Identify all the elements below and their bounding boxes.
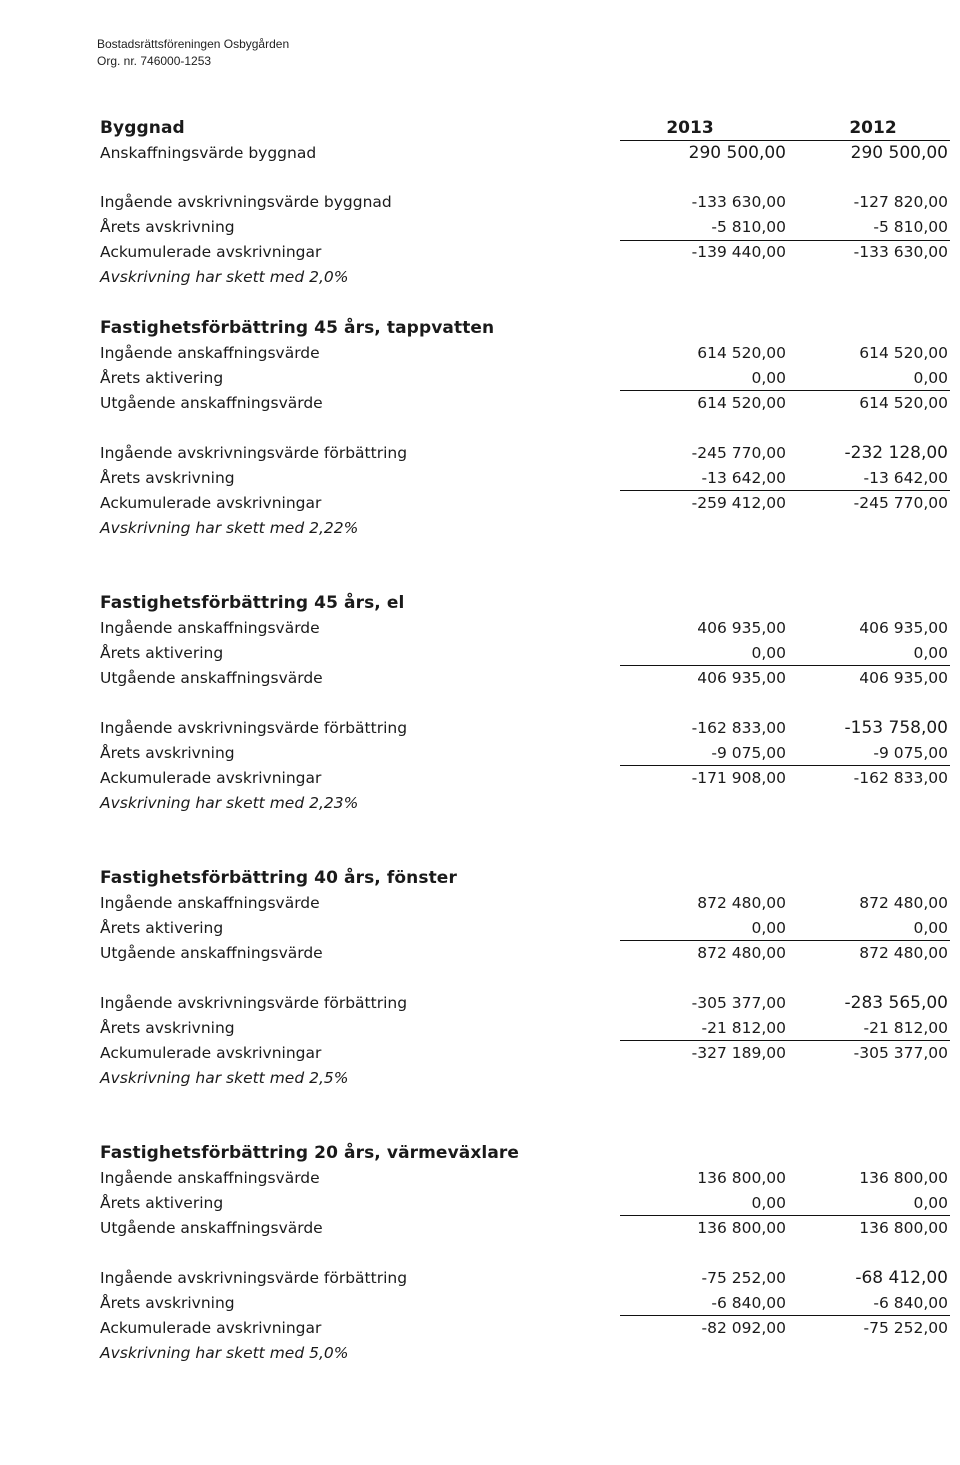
table-row — [0, 916, 960, 941]
value-2012: -5 810,00 — [873, 218, 948, 236]
section-heading-row — [0, 316, 960, 341]
table-row — [0, 616, 960, 641]
value-2012: 136 800,00 — [859, 1169, 948, 1187]
section-title: Fastighetsförbättring 40 års, fönster — [100, 868, 457, 888]
value-2012: 406 935,00 — [859, 669, 948, 687]
value-2012: -13 642,00 — [863, 469, 948, 487]
value-2013: -21 812,00 — [701, 1019, 786, 1037]
row-label: Avskrivning har skett med 2,22% — [100, 519, 359, 537]
row-label: Årets avskrivning — [100, 469, 235, 487]
value-2012: 0,00 — [913, 369, 948, 387]
value-2013: 0,00 — [751, 369, 786, 387]
table-row — [0, 1316, 960, 1341]
table-row — [0, 766, 960, 791]
section-byggnad — [0, 116, 960, 290]
value-2012: -305 377,00 — [853, 1044, 948, 1062]
value-2012: 614 520,00 — [859, 344, 948, 362]
value-2012: -133 630,00 — [853, 243, 948, 261]
table-row — [0, 466, 960, 491]
row-label: Ingående anskaffningsvärde — [100, 894, 320, 912]
row-label: Anskaffningsvärde byggnad — [100, 144, 317, 162]
section-heading-row — [0, 116, 960, 141]
table-row — [0, 1216, 960, 1241]
section-fastighetsforbattring — [0, 866, 960, 1091]
row-label: Ingående avskrivningsvärde förbättring — [100, 994, 408, 1012]
row-label: Årets aktivering — [100, 644, 224, 662]
depreciation-note — [0, 1341, 960, 1366]
table-row — [0, 190, 960, 215]
table-row — [0, 341, 960, 366]
table-row — [0, 1266, 960, 1291]
section-title: Fastighetsförbättring 45 års, el — [100, 593, 405, 613]
value-2012: 136 800,00 — [859, 1219, 948, 1237]
depreciation-note — [0, 1066, 960, 1091]
row-label: Ackumulerade avskrivningar — [100, 1319, 322, 1337]
value-2012: 0,00 — [913, 1194, 948, 1212]
table-row — [0, 366, 960, 391]
value-2013: -259 412,00 — [691, 494, 786, 512]
value-2012: 0,00 — [913, 644, 948, 662]
value-2012: 290 500,00 — [850, 143, 948, 163]
value-2012: -68 412,00 — [855, 1268, 948, 1288]
value-2012: -232 128,00 — [844, 443, 948, 463]
row-label: Årets avskrivning — [100, 218, 235, 236]
section-heading-row — [0, 591, 960, 616]
value-2013: 136 800,00 — [697, 1169, 786, 1187]
section-heading-row — [0, 866, 960, 891]
subtotal-rule — [620, 390, 950, 391]
value-2013: 136 800,00 — [697, 1219, 786, 1237]
row-label: Ackumulerade avskrivningar — [100, 769, 322, 787]
depreciation-note — [0, 516, 960, 541]
table-row — [0, 716, 960, 741]
table-row — [0, 1191, 960, 1216]
subtotal-rule — [620, 765, 950, 766]
row-label: Ingående avskrivningsvärde förbättring — [100, 719, 408, 737]
value-2013: 872 480,00 — [697, 894, 786, 912]
subtotal-rule — [620, 940, 950, 941]
table-row — [0, 441, 960, 466]
value-2012: -127 820,00 — [853, 193, 948, 211]
year-column-2012: 2012 — [849, 118, 897, 138]
value-2013: -162 833,00 — [691, 719, 786, 737]
section-title: Fastighetsförbättring 45 års, tappvatten — [100, 318, 495, 338]
org-name: Bostadsrättsföreningen Osbygården — [97, 37, 290, 51]
value-2013: -75 252,00 — [701, 1269, 786, 1287]
table-row — [0, 141, 960, 166]
section-title: Fastighetsförbättring 20 års, värmeväxlare — [100, 1143, 519, 1163]
value-2012: -245 770,00 — [853, 494, 948, 512]
row-label: Årets aktivering — [100, 919, 224, 937]
row-label: Avskrivning har skett med 2,0% — [100, 268, 349, 286]
row-label: Årets avskrivning — [100, 1019, 235, 1037]
table-row — [0, 941, 960, 966]
value-2012: -162 833,00 — [853, 769, 948, 787]
value-2013: 872 480,00 — [697, 944, 786, 962]
table-row — [0, 391, 960, 416]
subtotal-rule — [620, 665, 950, 666]
row-label: Utgående anskaffningsvärde — [100, 1219, 323, 1237]
value-2012: -9 075,00 — [873, 744, 948, 762]
value-2013: 614 520,00 — [697, 394, 786, 412]
table-row — [0, 666, 960, 691]
value-2013: 0,00 — [751, 1194, 786, 1212]
row-label: Årets aktivering — [100, 369, 224, 387]
row-label: Avskrivning har skett med 5,0% — [100, 1344, 349, 1362]
value-2013: 0,00 — [751, 644, 786, 662]
value-2013: -305 377,00 — [691, 994, 786, 1012]
value-2013: 406 935,00 — [697, 669, 786, 687]
table-row — [0, 1016, 960, 1041]
table-row — [0, 891, 960, 916]
value-2013: 290 500,00 — [688, 143, 786, 163]
org-number: Org. nr. 746000-1253 — [97, 54, 212, 68]
depreciation-note — [0, 791, 960, 816]
section-fastighetsforbattring — [0, 1141, 960, 1366]
row-label: Ackumulerade avskrivningar — [100, 494, 322, 512]
value-2012: -153 758,00 — [844, 718, 948, 738]
org-header — [97, 36, 289, 70]
row-label: Utgående anskaffningsvärde — [100, 394, 323, 412]
value-2013: -245 770,00 — [691, 444, 786, 462]
table-row — [0, 1041, 960, 1066]
section-title: Byggnad — [100, 118, 185, 138]
depreciation-note — [0, 265, 960, 290]
value-2013: -6 840,00 — [711, 1294, 786, 1312]
subtotal-rule — [620, 1040, 950, 1041]
value-2012: 614 520,00 — [859, 394, 948, 412]
table-row — [0, 991, 960, 1016]
value-2013: -171 908,00 — [691, 769, 786, 787]
year-column-2013: 2013 — [666, 118, 714, 138]
row-label: Årets aktivering — [100, 1194, 224, 1212]
row-label: Ingående anskaffningsvärde — [100, 344, 320, 362]
section-fastighetsforbattring — [0, 591, 960, 816]
value-2012: 406 935,00 — [859, 619, 948, 637]
value-2012: -6 840,00 — [873, 1294, 948, 1312]
value-2012: -21 812,00 — [863, 1019, 948, 1037]
subtotal-rule — [620, 1215, 950, 1216]
row-label: Utgående anskaffningsvärde — [100, 944, 323, 962]
value-2012: 0,00 — [913, 919, 948, 937]
value-2013: -9 075,00 — [711, 744, 786, 762]
row-label: Årets avskrivning — [100, 1294, 235, 1312]
row-label: Ingående anskaffningsvärde — [100, 1169, 320, 1187]
row-label: Ingående anskaffningsvärde — [100, 619, 320, 637]
table-row — [0, 1291, 960, 1316]
section-heading-row — [0, 1141, 960, 1166]
table-row — [0, 641, 960, 666]
table-row — [0, 215, 960, 240]
value-2013: -13 642,00 — [701, 469, 786, 487]
value-2012: -75 252,00 — [863, 1319, 948, 1337]
value-2012: -283 565,00 — [844, 993, 948, 1013]
subtotal-rule — [620, 490, 950, 491]
value-2013: 614 520,00 — [697, 344, 786, 362]
value-2012: 872 480,00 — [859, 894, 948, 912]
row-label: Ingående avskrivningsvärde byggnad — [100, 193, 392, 211]
table-row — [0, 1166, 960, 1191]
value-2013: -133 630,00 — [691, 193, 786, 211]
row-label: Avskrivning har skett med 2,5% — [100, 1069, 349, 1087]
value-2013: 406 935,00 — [697, 619, 786, 637]
row-label: Utgående anskaffningsvärde — [100, 669, 323, 687]
row-label: Avskrivning har skett med 2,23% — [100, 794, 359, 812]
row-label: Årets avskrivning — [100, 744, 235, 762]
value-2013: -139 440,00 — [691, 243, 786, 261]
subtotal-rule — [620, 1315, 950, 1316]
table-row — [0, 491, 960, 516]
row-label: Ackumulerade avskrivningar — [100, 243, 322, 261]
value-2013: 0,00 — [751, 919, 786, 937]
section-fastighetsforbattring — [0, 316, 960, 541]
value-2013: -327 189,00 — [691, 1044, 786, 1062]
value-2013: -82 092,00 — [701, 1319, 786, 1337]
value-2013: -5 810,00 — [711, 218, 786, 236]
row-label: Ackumulerade avskrivningar — [100, 1044, 322, 1062]
value-2012: 872 480,00 — [859, 944, 948, 962]
row-label: Ingående avskrivningsvärde förbättring — [100, 444, 408, 462]
table-row — [0, 741, 960, 766]
table-row — [0, 240, 960, 265]
row-label: Ingående avskrivningsvärde förbättring — [100, 1269, 408, 1287]
